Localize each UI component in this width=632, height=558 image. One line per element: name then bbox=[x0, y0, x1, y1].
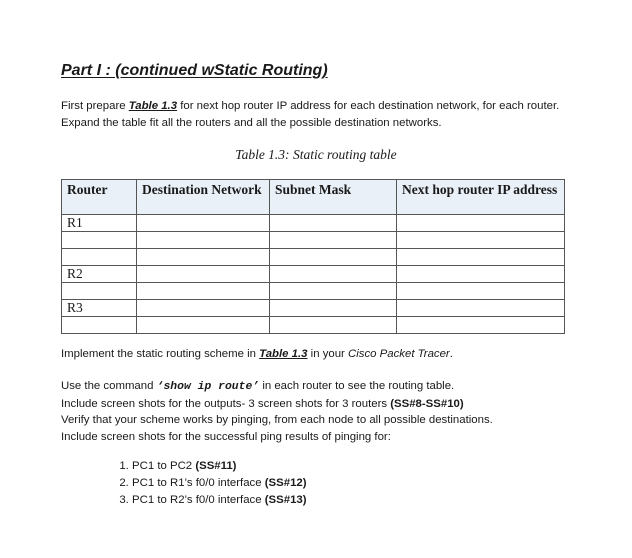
table-cell: R1 bbox=[62, 215, 137, 232]
table-cell bbox=[397, 232, 565, 249]
table-cell bbox=[397, 300, 565, 317]
intro-text-end: for next hop router IP address for each destination network, for each router. Expand the table fit all the routers and all the possible destination networks. bbox=[61, 100, 560, 129]
screenshot-instruction: Include screen shots for the outputs- 3 screen shots for 3 routers bbox=[61, 397, 391, 410]
instructions-paragraph bbox=[61, 378, 581, 445]
table-row bbox=[62, 266, 565, 283]
table-cell bbox=[270, 232, 397, 249]
verify-instruction: Verify that your scheme works by pinging, from each node to all possible destinations. bbox=[61, 414, 493, 426]
header-subnet-mask: Subnet Mask bbox=[270, 180, 397, 215]
table-cell bbox=[270, 300, 397, 317]
ping-text: PC1 to R2’s f0/0 interface bbox=[132, 494, 265, 506]
table-row bbox=[62, 283, 565, 300]
section-heading: Part I : (continued wStatic Routing) bbox=[61, 62, 328, 79]
table-cell bbox=[137, 215, 270, 232]
table-cell: R2 bbox=[62, 266, 137, 283]
caption-label: Table 1.3: bbox=[235, 147, 290, 162]
table-cell bbox=[270, 266, 397, 283]
table-cell bbox=[62, 283, 137, 300]
ping-ref: (SS#13) bbox=[264, 494, 307, 506]
ping-instruction: Include screen shots for the successful ping results of pinging for: bbox=[61, 430, 391, 443]
table-cell bbox=[270, 317, 397, 334]
intro-text-start: First prepare bbox=[61, 100, 129, 112]
ping-ref: (SS#12) bbox=[264, 477, 307, 489]
command-text-end: in each router to see the routing table. bbox=[259, 380, 455, 392]
table-cell bbox=[62, 249, 137, 266]
table-cell bbox=[270, 283, 397, 300]
implement-text-start: Implement the static routing scheme in bbox=[61, 348, 260, 360]
table-reference: Table 1.3 bbox=[128, 100, 178, 112]
implement-text-end: . bbox=[449, 348, 453, 360]
table-cell bbox=[397, 215, 565, 232]
table-cell bbox=[137, 232, 270, 249]
header-router: Router bbox=[62, 180, 137, 215]
command-code: ‘show ip route’ bbox=[156, 381, 260, 393]
table-cell bbox=[62, 232, 137, 249]
table-cell bbox=[137, 283, 270, 300]
list-item bbox=[132, 475, 307, 492]
ping-ref: (SS#11) bbox=[195, 460, 237, 472]
table-cell bbox=[397, 266, 565, 283]
command-text-start: Use the command bbox=[61, 380, 157, 392]
table-cell bbox=[137, 317, 270, 334]
table-cell: R3 bbox=[62, 300, 137, 317]
table-cell bbox=[62, 317, 137, 334]
table-header-row bbox=[62, 180, 565, 215]
table-cell bbox=[397, 283, 565, 300]
table-cell bbox=[270, 215, 397, 232]
implement-text-middle: in your bbox=[307, 348, 349, 360]
table-cell bbox=[397, 317, 565, 334]
screenshot-ref: (SS#8-SS#10) bbox=[390, 397, 464, 410]
caption-name: Static routing table bbox=[289, 147, 397, 162]
table-row bbox=[62, 317, 565, 334]
table-cell bbox=[137, 300, 270, 317]
table-row bbox=[62, 249, 565, 266]
tool-name: Cisco Packet Tracer bbox=[348, 348, 450, 360]
table-caption bbox=[0, 147, 632, 163]
implement-paragraph bbox=[61, 346, 581, 363]
table-cell bbox=[137, 249, 270, 266]
header-destination-network: Destination Network bbox=[137, 180, 270, 215]
static-routing-table bbox=[61, 179, 565, 334]
table-reference: Table 1.3 bbox=[259, 348, 308, 360]
ping-text: PC1 to R1’s f0/0 interface bbox=[132, 477, 265, 489]
list-item bbox=[132, 458, 307, 475]
table-row bbox=[62, 232, 565, 249]
table-cell bbox=[397, 249, 565, 266]
table-row bbox=[62, 300, 565, 317]
header-next-hop: Next hop router IP address bbox=[397, 180, 565, 215]
table-cell bbox=[137, 266, 270, 283]
table-row bbox=[62, 215, 565, 232]
ping-list bbox=[108, 458, 307, 509]
ping-text: PC1 to PC2 bbox=[132, 460, 196, 472]
intro-paragraph bbox=[61, 98, 581, 131]
table-cell bbox=[270, 249, 397, 266]
list-item bbox=[132, 492, 307, 509]
